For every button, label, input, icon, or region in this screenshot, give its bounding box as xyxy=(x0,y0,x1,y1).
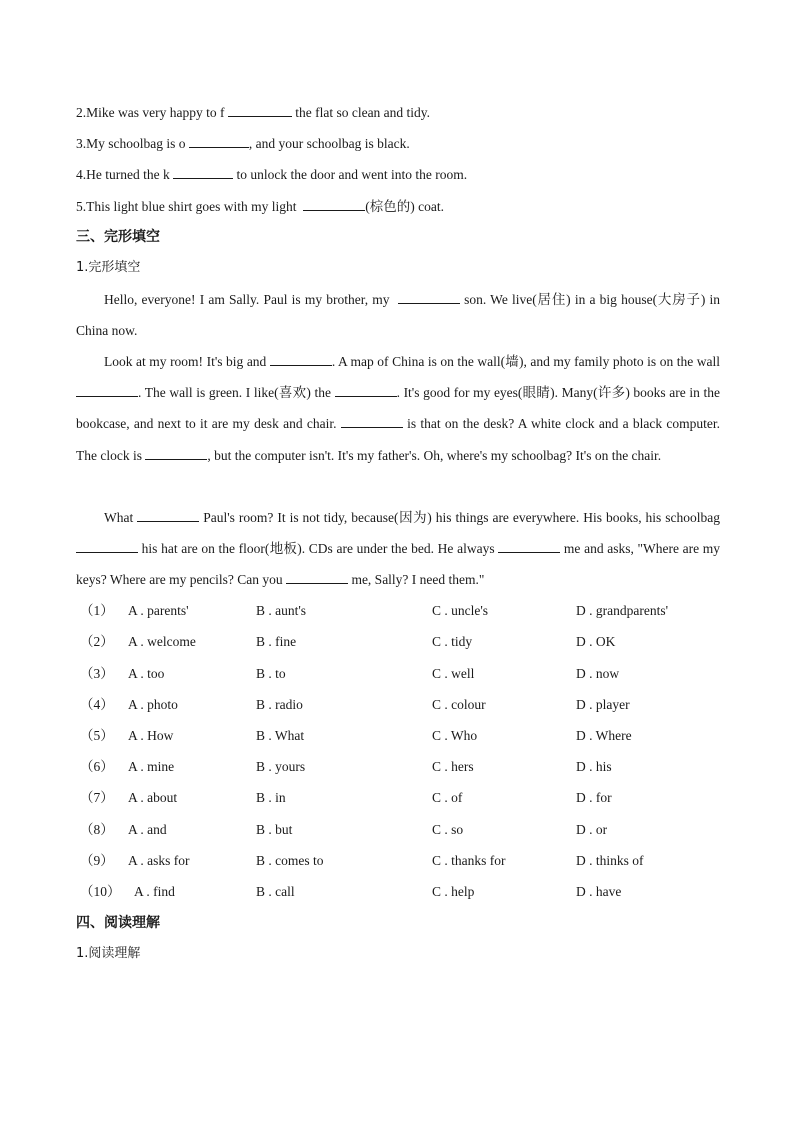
option-b[interactable]: B . comes to xyxy=(256,853,324,868)
cloze-blank-10[interactable] xyxy=(286,569,348,584)
option-d[interactable]: D . now xyxy=(576,666,620,681)
option-d[interactable]: D . player xyxy=(576,697,630,712)
item-2-text: 2.Mike was very happy to f xyxy=(76,105,225,120)
question-number: （1） xyxy=(80,603,114,618)
option-d[interactable]: D . have xyxy=(576,884,622,899)
item-3-text: 3.My schoolbag is o xyxy=(76,136,186,151)
item-4-text: 4.He turned the k xyxy=(76,167,170,182)
option-c[interactable]: C . help xyxy=(432,884,475,899)
option-row-7 xyxy=(76,788,736,808)
option-a[interactable]: A . too xyxy=(128,666,165,681)
cloze-blank-9[interactable] xyxy=(498,538,560,553)
question-number: （5） xyxy=(80,728,114,743)
option-a[interactable]: A . How xyxy=(128,728,174,743)
question-number: （6） xyxy=(80,759,114,774)
option-a[interactable]: A . find xyxy=(134,884,175,899)
cloze-paragraph-1 xyxy=(76,284,720,346)
cloze-blank-1[interactable] xyxy=(398,289,460,304)
option-c[interactable]: C . tidy xyxy=(432,634,473,649)
option-b[interactable]: B . radio xyxy=(256,697,303,712)
cloze-blank-5[interactable] xyxy=(341,413,403,428)
option-row-5 xyxy=(76,726,736,746)
question-number: （4） xyxy=(80,697,114,712)
p1-text-a: Hello, everyone! I am Sally. Paul is my brother, my xyxy=(104,292,390,307)
option-a[interactable]: A . and xyxy=(128,822,167,837)
option-b[interactable]: B . fine xyxy=(256,634,297,649)
question-number: （9） xyxy=(80,853,114,868)
question-number: （7） xyxy=(80,790,114,805)
option-d[interactable]: D . grandparents' xyxy=(576,603,669,618)
item-2-text-end: the flat so clean and tidy. xyxy=(295,105,431,120)
item-5-text-end: (棕色的) coat. xyxy=(365,199,444,214)
option-c[interactable]: C . of xyxy=(432,790,463,805)
cloze-blank-2[interactable] xyxy=(270,351,332,366)
item-2 xyxy=(76,102,430,123)
answer-blank[interactable] xyxy=(173,164,233,179)
p2-text-f: , but the computer isn't. It's my father's. Oh, where's my schoolbag? It's on the chair. xyxy=(207,447,662,463)
p2-text-c: . The wall is green. I like(喜欢) the xyxy=(138,385,331,401)
cloze-blank-8[interactable] xyxy=(76,538,138,553)
question-number: （10） xyxy=(80,884,121,899)
cloze-blank-4[interactable] xyxy=(335,382,397,397)
option-d[interactable]: D . Where xyxy=(576,728,632,743)
option-d[interactable]: D . or xyxy=(576,822,608,837)
item-4-text-end: to unlock the door and went into the room. xyxy=(236,167,468,182)
option-b[interactable]: B . but xyxy=(256,822,293,837)
question-number: （3） xyxy=(80,666,114,681)
section-3-subheading: 1.完形填空 xyxy=(76,260,141,275)
cloze-blank-3[interactable] xyxy=(76,382,138,397)
cloze-paragraph-3 xyxy=(76,502,720,596)
option-a[interactable]: A . asks for xyxy=(128,853,190,868)
p3-text-e: me, Sally? I need them." xyxy=(351,572,485,588)
option-c[interactable]: C . so xyxy=(432,822,464,837)
option-row-8 xyxy=(76,820,736,840)
option-b[interactable]: B . to xyxy=(256,666,286,681)
cloze-blank-7[interactable] xyxy=(137,507,199,522)
option-a[interactable]: A . photo xyxy=(128,697,178,712)
option-d[interactable]: D . OK xyxy=(576,634,616,649)
item-3 xyxy=(76,133,410,154)
option-b[interactable]: B . yours xyxy=(256,759,306,774)
p2-text-a: Look at my room! It's big and xyxy=(104,354,267,369)
p2-text-d: . It's good for my eyes(眼睛). Many(许多) books are in the bookcase, and next to it are my desk and chair. xyxy=(76,385,721,432)
option-a[interactable]: A . parents' xyxy=(128,603,189,618)
option-a[interactable]: A . mine xyxy=(128,759,175,774)
option-c[interactable]: C . colour xyxy=(432,697,486,712)
question-number: （2） xyxy=(80,634,114,649)
option-b[interactable]: B . call xyxy=(256,884,295,899)
option-c[interactable]: C . thanks for xyxy=(432,853,506,868)
option-c[interactable]: C . well xyxy=(432,666,475,681)
option-a[interactable]: A . welcome xyxy=(128,634,196,649)
answer-blank[interactable] xyxy=(228,102,292,117)
option-c[interactable]: C . Who xyxy=(432,728,478,743)
section-4-subheading: 1.阅读理解 xyxy=(76,946,141,961)
option-row-6 xyxy=(76,757,736,777)
option-d[interactable]: D . for xyxy=(576,790,612,805)
option-d[interactable]: D . thinks of xyxy=(576,853,644,868)
p3-text-d: me and asks, "Where are my keys? Where are my pencils? Can you xyxy=(76,541,721,588)
option-a[interactable]: A . about xyxy=(128,790,178,805)
section-3-heading: 三、完形填空 xyxy=(76,229,160,245)
option-row-3 xyxy=(76,664,736,684)
option-b[interactable]: B . What xyxy=(256,728,305,743)
section-4-heading: 四、阅读理解 xyxy=(76,915,160,931)
item-3-text-end: , and your schoolbag is black. xyxy=(248,136,410,151)
option-b[interactable]: B . in xyxy=(256,790,286,805)
question-number: （8） xyxy=(80,822,114,837)
cloze-paragraph-2 xyxy=(76,346,720,471)
option-row-9 xyxy=(76,851,736,871)
option-b[interactable]: B . aunt's xyxy=(256,603,307,618)
option-row-1 xyxy=(76,601,736,621)
p2-text-e: is that on the desk? A white clock and a black computer. The clock is xyxy=(76,416,721,463)
option-row-2 xyxy=(76,632,736,652)
item-5 xyxy=(76,196,444,217)
option-row-10 xyxy=(76,882,736,902)
option-c[interactable]: C . uncle's xyxy=(432,603,489,618)
option-d[interactable]: D . his xyxy=(576,759,612,774)
p3-text-c: his hat are on the floor(地板). CDs are under the bed. He always xyxy=(141,541,495,557)
answer-blank[interactable] xyxy=(303,196,365,211)
p3-text-a: What xyxy=(104,510,134,525)
p1-text-b: son. We live(居住) in a big house(大房子) in China now. xyxy=(76,292,721,339)
cloze-blank-6[interactable] xyxy=(145,445,207,460)
answer-blank[interactable] xyxy=(189,133,249,148)
item-5-text: 5.This light blue shirt goes with my light xyxy=(76,199,297,214)
item-4 xyxy=(76,164,467,185)
p3-text-b: Paul's room? It is not tidy, because(因为) his things are everywhere. His books, his schoolbag xyxy=(203,510,721,525)
option-row-4 xyxy=(76,695,736,715)
option-c[interactable]: C . hers xyxy=(432,759,474,774)
p2-text-b: . A map of China is on the wall(墙), and my family photo is on the wall xyxy=(331,354,720,369)
